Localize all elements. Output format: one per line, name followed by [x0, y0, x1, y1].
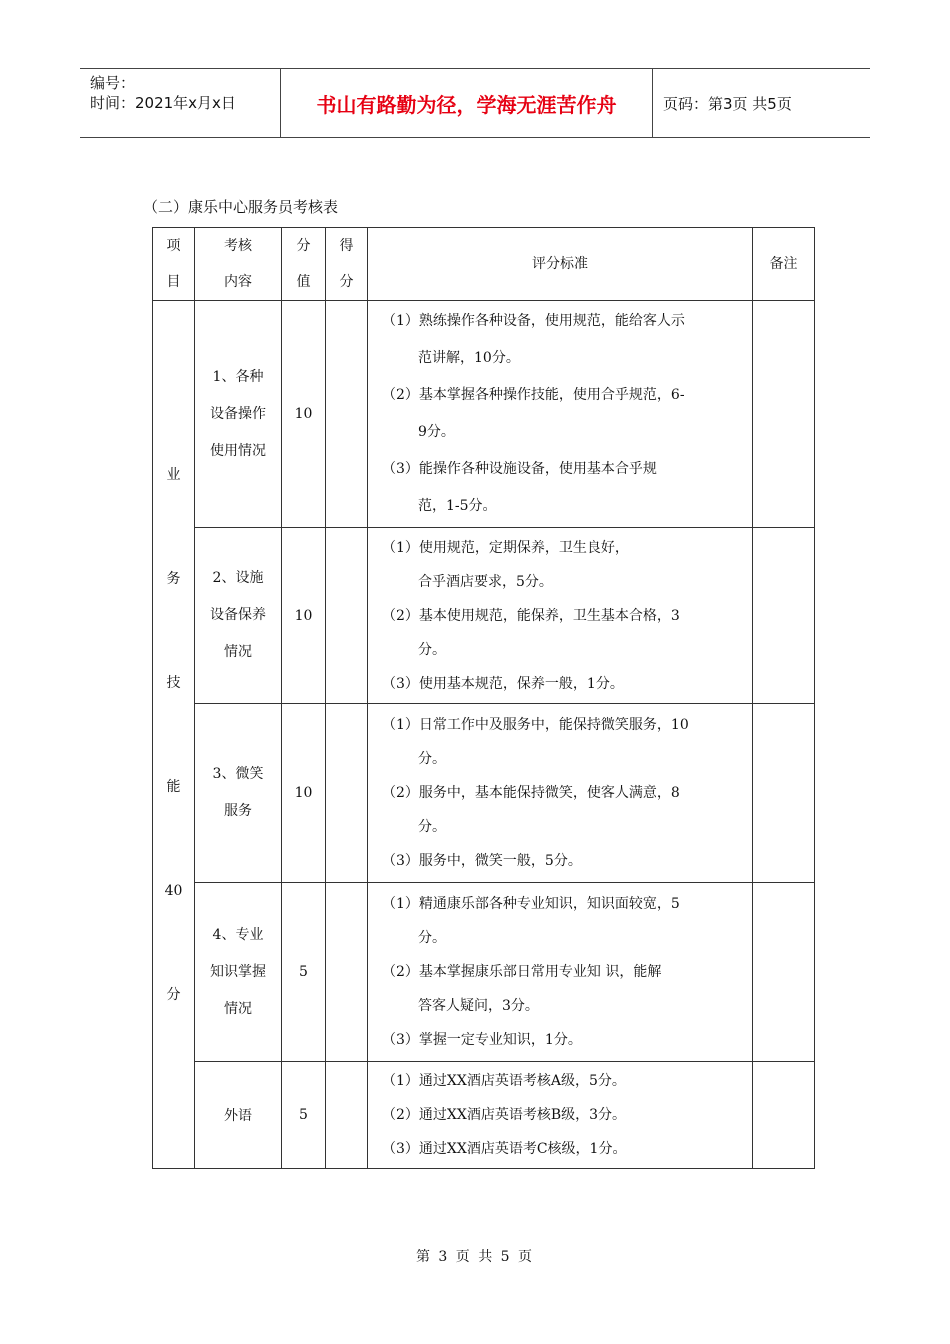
got-score-cell: [326, 301, 368, 528]
criterion-text: （2）服务中，基本能保持微笑，使客人满意，8: [382, 785, 680, 801]
header-got-line: 分: [339, 274, 354, 290]
criterion-continuation: 范，1-5分。: [418, 498, 497, 514]
category-char: 务: [166, 570, 181, 587]
page-indicator: 页码：第3页 共5页: [663, 94, 792, 113]
table-row: [153, 1062, 815, 1169]
criterion-continuation: 范讲解，10分。: [418, 350, 520, 366]
criterion: [382, 377, 744, 451]
criterion-text: （3）通过XX酒店英语考C核级，1分。: [382, 1141, 627, 1157]
remark-cell: [753, 528, 815, 704]
header-remark: 备注: [753, 228, 815, 301]
content-line: 外语: [224, 1108, 252, 1124]
criterion-text: （1）使用规范，定期保养，卫生良好，: [382, 539, 629, 556]
content-cell: [195, 883, 282, 1062]
criterion-text: （2）基本掌握各种操作技能，使用合乎规范，6-: [382, 387, 685, 403]
header-content-line: 内容: [224, 274, 252, 290]
content-line: 知识掌握: [210, 963, 266, 980]
content-line: 1、各种: [212, 368, 264, 385]
document-number-label: 编号：: [90, 74, 136, 92]
table-row: [153, 704, 815, 883]
header-motto-cell: [281, 69, 653, 137]
criteria-cell: [368, 528, 753, 704]
criterion-text: （1）日常工作中及服务中，能保持微笑服务，10: [382, 717, 689, 733]
category-char: 分: [166, 986, 181, 1003]
remark-cell: [753, 704, 815, 883]
criterion-continuation: 分。: [418, 819, 446, 835]
score-cell: 5: [282, 1062, 326, 1169]
criterion: [382, 776, 744, 844]
header-score: [282, 228, 326, 301]
criterion: [382, 844, 744, 878]
content-cell: [195, 1062, 282, 1169]
category-char: 业: [166, 466, 181, 483]
category-char: 能: [166, 778, 181, 795]
criterion: [382, 887, 744, 955]
criterion: [382, 1023, 744, 1057]
header-item-line: 目: [166, 274, 181, 290]
criterion-text: （1）熟练操作各种设备，使用规范，能给客人示: [382, 313, 685, 329]
criterion-text: （3）能操作各种设施设备，使用基本合乎规: [382, 461, 657, 477]
criterion-continuation: 9分。: [418, 424, 455, 440]
header-got-line: 得: [339, 238, 354, 254]
table-header-row: [153, 228, 815, 301]
criterion-text: （3）服务中，微笑一般，5分。: [382, 853, 582, 869]
criterion-continuation: 合乎酒店要求，5分。: [418, 573, 553, 590]
document-date: 时间：2021年x月x日: [90, 94, 236, 112]
content-cell: [195, 301, 282, 528]
criterion: [382, 531, 744, 599]
got-score-cell: [326, 528, 368, 704]
assessment-table: [152, 227, 815, 1169]
content-line: 设备保养: [210, 607, 266, 623]
criterion: [382, 451, 744, 525]
header-meta: [80, 69, 281, 137]
criteria-cell: [368, 704, 753, 883]
criteria-cell: [368, 1062, 753, 1169]
criterion: [382, 1098, 744, 1132]
score-cell: 5: [282, 883, 326, 1062]
criterion: [382, 955, 744, 1023]
content-line: 设备操作: [210, 405, 266, 422]
content-line: 4、专业: [212, 926, 264, 943]
criterion: [382, 599, 744, 667]
table-row: [153, 883, 815, 1062]
category-char: 40: [164, 882, 183, 899]
score-cell: 10: [282, 301, 326, 528]
got-score-cell: [326, 1062, 368, 1169]
content-line: 2、设施: [212, 570, 264, 586]
criterion-text: （2）基本掌握康乐部日常用专业知 识，能解: [382, 964, 662, 980]
content-line: 使用情况: [210, 442, 266, 459]
criterion-text: （3）使用基本规范，保养一般，1分。: [382, 675, 624, 692]
criteria-cell: [368, 301, 753, 528]
header-content-line: 考核: [224, 238, 252, 254]
criterion-continuation: 分。: [418, 641, 446, 658]
remark-cell: [753, 883, 815, 1062]
content-line: 3、微笑: [212, 766, 264, 782]
content-line: 服务: [224, 803, 252, 819]
score-cell: 10: [282, 528, 326, 704]
criterion-text: （1）通过XX酒店英语考核A级，5分。: [382, 1073, 626, 1089]
got-score-cell: [326, 704, 368, 883]
table-row: [153, 301, 815, 528]
remark-cell: [753, 1062, 815, 1169]
page-header: [80, 68, 870, 138]
content-line: 情况: [224, 644, 252, 660]
content-cell: [195, 528, 282, 704]
header-score-line: 分: [296, 238, 311, 254]
header-content: [195, 228, 282, 301]
content-line: 情况: [224, 1000, 252, 1017]
criterion: [382, 1064, 744, 1098]
table-row: [153, 528, 815, 704]
header-motto: 书山有路勤为径，学海无涯苦作舟: [316, 92, 617, 117]
category-cell: [153, 301, 195, 1169]
remark-cell: [753, 301, 815, 528]
criterion-text: （3）掌握一定专业知识，1分。: [382, 1032, 582, 1048]
content-cell: [195, 704, 282, 883]
criterion: [382, 1132, 744, 1166]
criterion-continuation: 分。: [418, 751, 446, 767]
category-char: 技: [166, 674, 181, 691]
header-got: [326, 228, 368, 301]
header-score-line: 值: [296, 274, 311, 290]
section-title: （二）康乐中心服务员考核表: [143, 198, 339, 216]
criteria-cell: [368, 883, 753, 1062]
score-cell: 10: [282, 704, 326, 883]
criterion: [382, 708, 744, 776]
criterion-text: （2）通过XX酒店英语考核B级，3分。: [382, 1107, 627, 1123]
criterion-text: （2）基本使用规范，能保养，卫生基本合格，3: [382, 607, 680, 624]
header-item-line: 项: [166, 238, 181, 254]
page-footer: 第 3 页 共 5 页: [415, 1249, 535, 1265]
criterion-text: （1）精通康乐部各种专业知识，知识面较宽，5: [382, 896, 680, 912]
criterion: [382, 303, 744, 377]
header-criteria: 评分标准: [368, 228, 753, 301]
criterion: [382, 667, 744, 701]
criterion-continuation: 答客人疑问，3分。: [418, 998, 539, 1014]
criterion-continuation: 分。: [418, 930, 446, 946]
header-item: [153, 228, 195, 301]
got-score-cell: [326, 883, 368, 1062]
